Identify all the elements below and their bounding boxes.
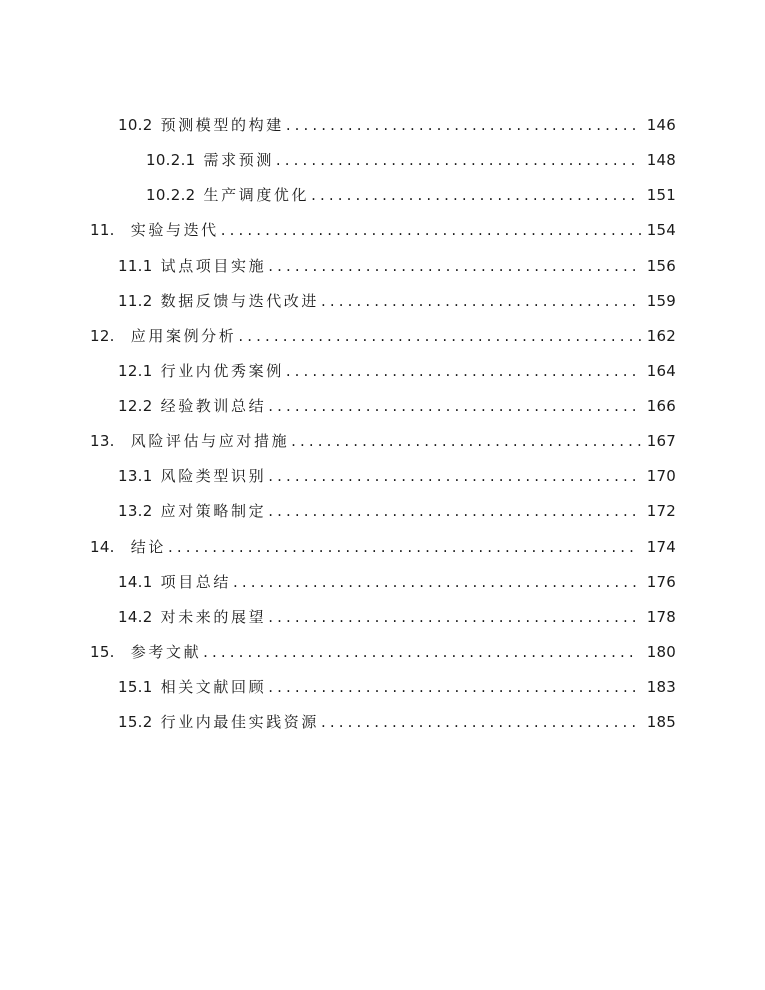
toc-entry-number: 11.1 xyxy=(118,257,153,275)
toc-entry[interactable] xyxy=(90,535,676,559)
toc-entry-title: 应用案例分析 xyxy=(130,327,237,345)
toc-entry-title: 风险类型识别 xyxy=(160,467,267,485)
toc-entry-page: 164 xyxy=(646,362,676,380)
toc-entry-number: 14.2 xyxy=(118,608,153,626)
toc-dot-leader xyxy=(221,218,647,242)
toc-entry-page: 156 xyxy=(646,257,676,275)
toc-entry[interactable] xyxy=(146,148,676,172)
toc-entry[interactable] xyxy=(90,324,676,348)
toc-entry-title: 相关文献回顾 xyxy=(160,678,267,696)
toc-entry-title: 项目总结 xyxy=(160,573,232,591)
toc-entry-page: 174 xyxy=(646,538,676,556)
toc-entry-page: 185 xyxy=(646,713,676,731)
toc-entry-page: 172 xyxy=(646,502,676,520)
toc-entry-number: 10.2.1 xyxy=(146,151,196,169)
toc-entry-title: 结论 xyxy=(130,538,166,556)
toc-entry[interactable] xyxy=(118,359,676,383)
toc-entry-page: 183 xyxy=(646,678,676,696)
toc-dot-leader xyxy=(276,148,639,172)
toc-entry-number: 12.1 xyxy=(118,362,153,380)
toc-dot-leader xyxy=(268,675,639,699)
toc-entry-number: 14.1 xyxy=(118,573,153,591)
toc-entry-number: 15.1 xyxy=(118,678,153,696)
toc-entry-number: 10.2.2 xyxy=(146,186,196,204)
toc-entry-number: 14. xyxy=(90,538,115,556)
toc-dot-leader xyxy=(321,710,639,734)
toc-entry-title: 行业内优秀案例 xyxy=(160,362,284,380)
toc-dot-leader xyxy=(268,605,639,629)
toc-entry-page: 154 xyxy=(646,221,676,239)
toc-entry-title: 应对策略制定 xyxy=(160,502,267,520)
toc-dot-leader xyxy=(268,464,639,488)
toc-entry-title: 行业内最佳实践资源 xyxy=(160,713,320,731)
toc-entry-title: 预测模型的构建 xyxy=(160,116,284,134)
toc-entry[interactable] xyxy=(118,605,676,629)
toc-dot-leader xyxy=(238,324,646,348)
toc-entry-page: 146 xyxy=(646,116,676,134)
toc-entry-title: 数据反馈与迭代改进 xyxy=(160,292,320,310)
toc-entry-number: 12. xyxy=(90,327,115,345)
toc-dot-leader xyxy=(311,183,639,207)
toc-entry-page: 170 xyxy=(646,467,676,485)
toc-dot-leader xyxy=(268,254,639,278)
toc-entry-title: 对未来的展望 xyxy=(160,608,267,626)
toc-entry-number: 13.1 xyxy=(118,467,153,485)
toc-dot-leader xyxy=(168,535,639,559)
toc-entry-number: 10.2 xyxy=(118,116,153,134)
toc-entry-page: 178 xyxy=(646,608,676,626)
toc-entry-number: 15.2 xyxy=(118,713,153,731)
toc-entry-title: 实验与迭代 xyxy=(130,221,219,239)
toc-entry-title: 经验教训总结 xyxy=(160,397,267,415)
toc-entry[interactable] xyxy=(90,640,676,664)
toc-entry[interactable] xyxy=(118,570,676,594)
toc-entry-page: 166 xyxy=(646,397,676,415)
toc-entry-number: 12.2 xyxy=(118,397,153,415)
toc-entry-number: 13.2 xyxy=(118,502,153,520)
toc-entry-number: 11. xyxy=(90,221,115,239)
toc-entry-number: 11.2 xyxy=(118,292,153,310)
toc-entry-title: 试点项目实施 xyxy=(160,257,267,275)
toc-dot-leader xyxy=(268,499,639,523)
toc-entry[interactable] xyxy=(90,429,676,453)
toc-entry-title: 风险评估与应对措施 xyxy=(130,432,290,450)
toc-entry[interactable] xyxy=(146,183,676,207)
toc-entry[interactable] xyxy=(118,675,676,699)
toc-entry-page: 176 xyxy=(646,573,676,591)
toc-dot-leader xyxy=(291,429,647,453)
toc-entry-page: 180 xyxy=(646,643,676,661)
toc-dot-leader xyxy=(233,570,639,594)
toc-dot-leader xyxy=(268,394,639,418)
toc-entry[interactable] xyxy=(118,710,676,734)
toc-entry-page: 167 xyxy=(646,432,676,450)
toc-entry-title: 需求预测 xyxy=(203,151,274,169)
toc-entry[interactable] xyxy=(118,464,676,488)
toc-entry-page: 148 xyxy=(646,151,676,169)
toc-entry-page: 162 xyxy=(646,327,676,345)
toc-entry-number: 13. xyxy=(90,432,115,450)
toc-entry[interactable] xyxy=(118,289,676,313)
toc-entry-page: 159 xyxy=(646,292,676,310)
toc-entry[interactable] xyxy=(90,218,676,242)
toc-entry[interactable] xyxy=(118,394,676,418)
toc-dot-leader xyxy=(203,640,639,664)
toc-entry[interactable] xyxy=(118,113,676,137)
toc-entry[interactable] xyxy=(118,254,676,278)
toc-dot-leader xyxy=(286,359,639,383)
toc-entry-number: 15. xyxy=(90,643,115,661)
toc-entry-title: 参考文献 xyxy=(130,643,202,661)
toc-dot-leader xyxy=(321,289,639,313)
toc-entry[interactable] xyxy=(118,499,676,523)
toc-entry-page: 151 xyxy=(646,186,676,204)
toc-entry-title: 生产调度优化 xyxy=(203,186,310,204)
toc-dot-leader xyxy=(286,113,639,137)
